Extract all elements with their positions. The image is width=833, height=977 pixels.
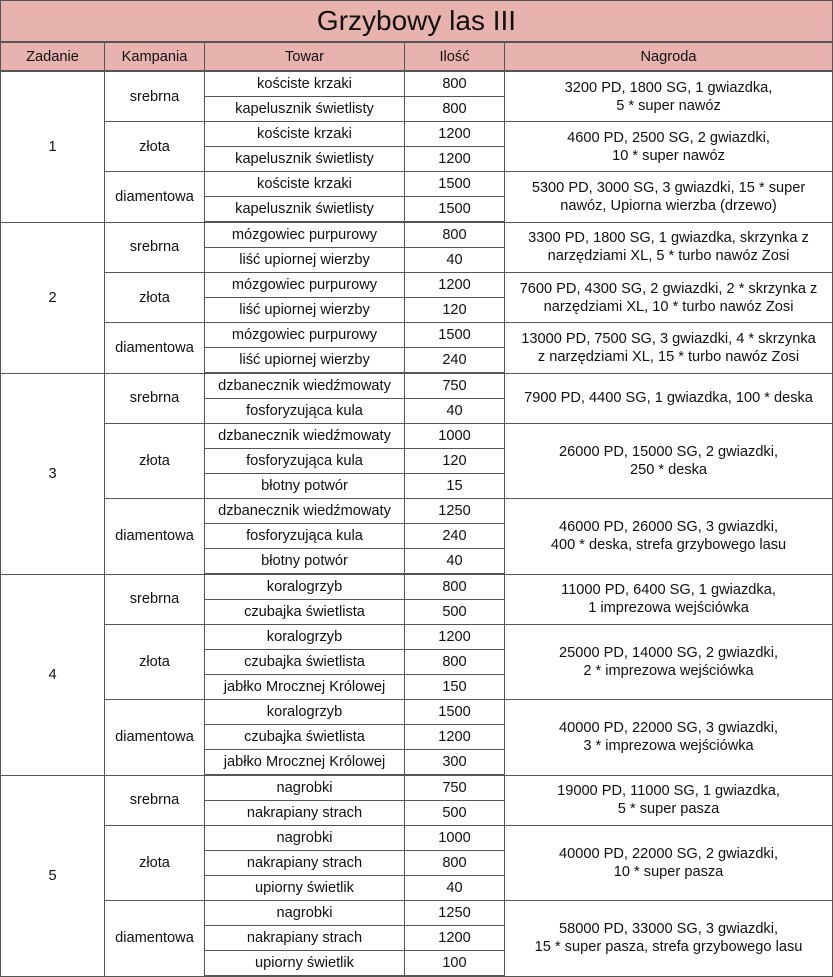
nagroda-line: 3300 PD, 1800 SG, 1 gwiazdka, skrzynka z xyxy=(528,230,809,247)
column-header-ilosc: Ilość xyxy=(405,42,505,71)
towar-cell: czubajka świetlista xyxy=(205,600,405,625)
towar-cell: koralogrzyb xyxy=(205,625,405,650)
ilosc-cell: 1200 xyxy=(405,122,505,147)
ilosc-cell: 100 xyxy=(405,951,505,977)
kampania-cell: diamentowa xyxy=(105,901,205,977)
ilosc-cell: 800 xyxy=(405,851,505,876)
title-row xyxy=(1,1,833,43)
towar-cell: nakrapiany strach xyxy=(205,801,405,826)
kampania-cell: złota xyxy=(105,625,205,700)
towar-cell: liść upiornej wierzby xyxy=(205,298,405,323)
kampania-cell: złota xyxy=(105,122,205,172)
ilosc-cell: 800 xyxy=(405,71,505,97)
towar-cell: błotny potwór xyxy=(205,474,405,499)
table-row xyxy=(1,625,833,650)
ilosc-cell: 1250 xyxy=(405,901,505,926)
nagroda-cell xyxy=(505,323,833,374)
nagroda-line: 46000 PD, 26000 SG, 3 gwiazdki, xyxy=(558,519,779,536)
page-title: Grzybowy las III xyxy=(1,1,833,43)
kampania-cell: diamentowa xyxy=(105,700,205,776)
ilosc-cell: 300 xyxy=(405,750,505,776)
ilosc-cell: 800 xyxy=(405,574,505,600)
nagroda-line: 58000 PD, 33000 SG, 3 gwiazdki, xyxy=(558,921,779,938)
ilosc-cell: 15 xyxy=(405,474,505,499)
towar-cell: czubajka świetlista xyxy=(205,725,405,750)
ilosc-cell: 800 xyxy=(405,222,505,248)
ilosc-cell: 800 xyxy=(405,97,505,122)
table-row xyxy=(1,373,833,399)
kampania-cell: złota xyxy=(105,424,205,499)
nagroda-cell xyxy=(505,826,833,901)
towar-cell: kapelusznik świetlisty xyxy=(205,97,405,122)
kampania-cell: srebrna xyxy=(105,222,205,273)
towar-cell: liść upiornej wierzby xyxy=(205,248,405,273)
column-header-towar: Towar xyxy=(205,42,405,71)
ilosc-cell: 240 xyxy=(405,348,505,374)
table-row xyxy=(1,222,833,248)
ilosc-cell: 1500 xyxy=(405,197,505,223)
nagroda-line: 11000 PD, 6400 SG, 1 gwiazdka, xyxy=(561,582,776,599)
ilosc-cell: 120 xyxy=(405,298,505,323)
table-row xyxy=(1,775,833,801)
nagroda-line: 250 * deska xyxy=(629,462,708,478)
nagroda-line: 15 * super pasza, strefa grzybowego lasu xyxy=(534,939,803,956)
ilosc-cell: 40 xyxy=(405,248,505,273)
towar-cell: kościste krzaki xyxy=(205,71,405,97)
nagroda-cell xyxy=(505,700,833,776)
nagroda-line: z narzędziami XL, 15 * turbo nawóz Zosi xyxy=(537,348,800,365)
towar-cell: jabłko Mrocznej Królowej xyxy=(205,675,405,700)
towar-cell: nagrobki xyxy=(205,901,405,926)
table-row xyxy=(1,901,833,926)
nagroda-line: 19000 PD, 11000 SG, 1 gwiazdka, xyxy=(557,783,780,800)
nagroda-line: 10 * super pasza xyxy=(613,864,724,880)
zadanie-cell: 2 xyxy=(1,222,105,373)
towar-cell: nakrapiany strach xyxy=(205,851,405,876)
ilosc-cell: 1500 xyxy=(405,323,505,348)
towar-cell: koralogrzyb xyxy=(205,574,405,600)
nagroda-line: 10 * super nawóz xyxy=(612,147,725,164)
kampania-cell: srebrna xyxy=(105,574,205,625)
towar-cell: mózgowiec purpurowy xyxy=(205,323,405,348)
table-row xyxy=(1,574,833,600)
towar-cell: kapelusznik świetlisty xyxy=(205,147,405,172)
nagroda-line: 7600 PD, 4300 SG, 2 gwiazdki, 2 * skrzynka z xyxy=(519,280,818,297)
ilosc-cell: 1000 xyxy=(405,826,505,851)
towar-cell: kościste krzaki xyxy=(205,172,405,197)
nagroda-line: 40000 PD, 22000 SG, 3 gwiazdki, xyxy=(558,720,779,737)
header-row xyxy=(1,42,833,71)
nagroda-line: 25000 PD, 14000 SG, 2 gwiazdki, xyxy=(558,645,779,661)
column-header-kampania: Kampania xyxy=(105,42,205,71)
ilosc-cell: 1500 xyxy=(405,700,505,725)
ilosc-cell: 40 xyxy=(405,876,505,901)
towar-cell: fosforyzująca kula xyxy=(205,399,405,424)
nagroda-line: 13000 PD, 7500 SG, 3 gwiazdki, 4 * skrzynka xyxy=(521,330,816,347)
towar-cell: kościste krzaki xyxy=(205,122,405,147)
zadanie-cell: 3 xyxy=(1,373,105,574)
towar-cell: nagrobki xyxy=(205,775,405,801)
table-row xyxy=(1,172,833,197)
nagroda-line: 1 imprezowa wejściówka xyxy=(588,600,749,617)
towar-cell: nagrobki xyxy=(205,826,405,851)
ilosc-cell: 1250 xyxy=(405,499,505,524)
nagroda-line: 5 * super pasza xyxy=(617,801,720,818)
table-row xyxy=(1,122,833,147)
table-row xyxy=(1,700,833,725)
towar-cell: kapelusznik świetlisty xyxy=(205,197,405,223)
towar-cell: dzbanecznik wiedźmowaty xyxy=(205,424,405,449)
nagroda-cell xyxy=(505,373,833,424)
towar-cell: upiorny świetlik xyxy=(205,951,405,977)
ilosc-cell: 1200 xyxy=(405,926,505,951)
kampania-cell: złota xyxy=(105,273,205,323)
table-row xyxy=(1,323,833,348)
table-row xyxy=(1,499,833,524)
nagroda-line: 2 * imprezowa wejściówka xyxy=(583,663,754,679)
nagroda-cell xyxy=(505,901,833,977)
zadanie-cell: 1 xyxy=(1,71,105,222)
ilosc-cell: 40 xyxy=(405,549,505,575)
ilosc-cell: 1200 xyxy=(405,725,505,750)
nagroda-cell xyxy=(505,122,833,172)
kampania-cell: srebrna xyxy=(105,373,205,424)
nagroda-cell xyxy=(505,775,833,826)
nagroda-line: narzędziami XL, 10 * turbo nawóz Zosi xyxy=(543,298,794,315)
nagroda-line: 40000 PD, 22000 SG, 2 gwiazdki, xyxy=(558,846,779,862)
nagroda-cell xyxy=(505,71,833,122)
ilosc-cell: 750 xyxy=(405,775,505,801)
table-body xyxy=(1,71,833,976)
ilosc-cell: 120 xyxy=(405,449,505,474)
ilosc-cell: 1200 xyxy=(405,625,505,650)
kampania-cell: złota xyxy=(105,826,205,901)
nagroda-line: narzędziami XL, 5 * turbo nawóz Zosi xyxy=(547,248,790,265)
kampania-cell: diamentowa xyxy=(105,323,205,374)
zadanie-cell: 5 xyxy=(1,775,105,976)
ilosc-cell: 40 xyxy=(405,399,505,424)
table-row xyxy=(1,424,833,449)
towar-cell: błotny potwór xyxy=(205,549,405,575)
towar-cell: liść upiornej wierzby xyxy=(205,348,405,374)
kampania-cell: srebrna xyxy=(105,775,205,826)
nagroda-line: 7900 PD, 4400 SG, 1 gwiazdka, 100 * deska xyxy=(524,390,813,407)
zadanie-cell: 4 xyxy=(1,574,105,775)
nagroda-cell xyxy=(505,273,833,323)
nagroda-line: 400 * deska, strefa grzybowego lasu xyxy=(550,537,787,554)
towar-cell: mózgowiec purpurowy xyxy=(205,222,405,248)
table-row xyxy=(1,826,833,851)
ilosc-cell: 750 xyxy=(405,373,505,399)
towar-cell: fosforyzująca kula xyxy=(205,449,405,474)
nagroda-cell xyxy=(505,625,833,700)
nagroda-line: 26000 PD, 15000 SG, 2 gwiazdki, xyxy=(558,444,779,460)
nagroda-line: 3 * imprezowa wejściówka xyxy=(583,738,754,755)
nagroda-cell xyxy=(505,499,833,575)
nagroda-line: 5 * super nawóz xyxy=(616,97,721,114)
kampania-cell: diamentowa xyxy=(105,172,205,223)
ilosc-cell: 240 xyxy=(405,524,505,549)
column-header-zadanie: Zadanie xyxy=(1,42,105,71)
towar-cell: koralogrzyb xyxy=(205,700,405,725)
nagroda-cell xyxy=(505,222,833,273)
ilosc-cell: 500 xyxy=(405,801,505,826)
ilosc-cell: 1200 xyxy=(405,273,505,298)
column-header-nagroda: Nagroda xyxy=(505,42,833,71)
ilosc-cell: 1500 xyxy=(405,172,505,197)
towar-cell: dzbanecznik wiedźmowaty xyxy=(205,373,405,399)
nagroda-cell xyxy=(505,574,833,625)
kampania-cell: srebrna xyxy=(105,71,205,122)
towar-cell: nakrapiany strach xyxy=(205,926,405,951)
towar-cell: fosforyzująca kula xyxy=(205,524,405,549)
towar-cell: mózgowiec purpurowy xyxy=(205,273,405,298)
nagroda-line: 5300 PD, 3000 SG, 3 gwiazdki, 15 * super xyxy=(531,179,806,196)
nagroda-cell xyxy=(505,424,833,499)
ilosc-cell: 800 xyxy=(405,650,505,675)
ilosc-cell: 500 xyxy=(405,600,505,625)
ilosc-cell: 1000 xyxy=(405,424,505,449)
ilosc-cell: 150 xyxy=(405,675,505,700)
towar-cell: czubajka świetlista xyxy=(205,650,405,675)
table-row xyxy=(1,71,833,97)
nagroda-line: 4600 PD, 2500 SG, 2 gwiazdki, xyxy=(567,129,770,146)
kampania-cell: diamentowa xyxy=(105,499,205,575)
towar-cell: dzbanecznik wiedźmowaty xyxy=(205,499,405,524)
table-row xyxy=(1,273,833,298)
towar-cell: upiorny świetlik xyxy=(205,876,405,901)
towar-cell: jabłko Mrocznej Królowej xyxy=(205,750,405,776)
ilosc-cell: 1200 xyxy=(405,147,505,172)
nagroda-line: 3200 PD, 1800 SG, 1 gwiazdka, xyxy=(564,79,773,96)
nagroda-line: nawóz, Upiorna wierzba (drzewo) xyxy=(560,197,777,214)
nagroda-cell xyxy=(505,172,833,223)
